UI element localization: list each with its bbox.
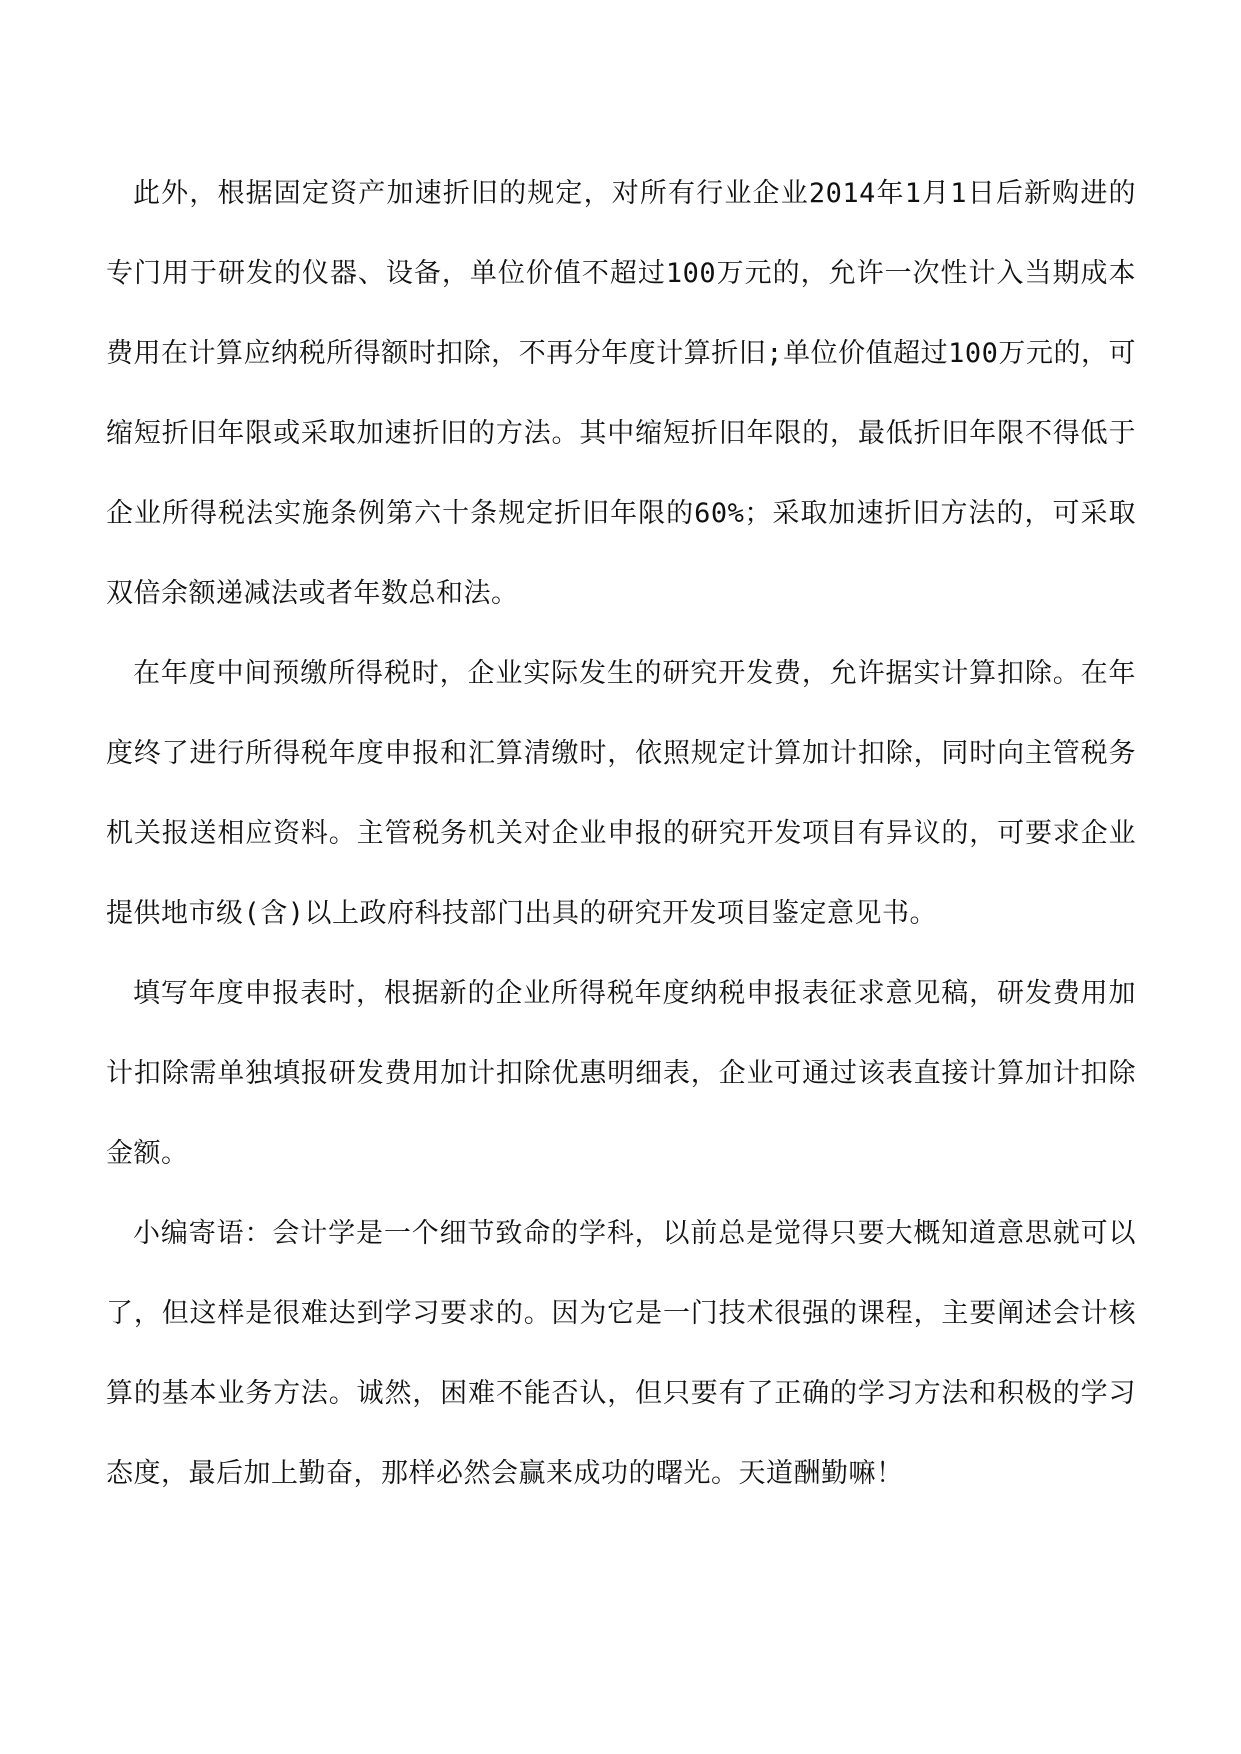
paragraph-annual-return: 填写年度申报表时，根据新的企业所得税年度纳税申报表征求意见稿，研发费用加计扣除需单独填报研发费用加计扣除优惠明细表，企业可通过该表直接计算加计扣除金额。: [106, 978, 1136, 1169]
paragraph-depreciation: 此外，根据固定资产加速折旧的规定，对所有行业企业2014年1月1日后新购进的专门用于研发的仪器、设备，单位价值不超过100万元的，允许一次性计入当期成本费用在计算应纳税所得额时扣除，不再分年度计算折旧;单位价值超过100万元的，可缩短折旧年限或采取加速折旧的方法。其中缩短折旧年限的，最低折旧年限不得低于企业所得税法实施条例第六十条规定折旧年限的60%；采取加速折旧方法的，可采取双倍余额递减法或者年数总和法。: [106, 178, 1136, 609]
paragraph-prepayment: 在年度中间预缴所得税时，企业实际发生的研究开发费，允许据实计算扣除。在年度终了进行所得税年度申报和汇算清缴时，依照规定计算加计扣除，同时向主管税务机关报送相应资料。主管税务机关对企业申报的研究开发项目有异议的，可要求企业提供地市级(含)以上政府科技部门出具的研究开发项目鉴定意见书。: [106, 658, 1136, 929]
paragraph-editor-note: 小编寄语：会计学是一个细节致命的学科，以前总是觉得只要大概知道意思就可以了，但这样是很难达到学习要求的。因为它是一门技术很强的课程，主要阐述会计核算的基本业务方法。诚然，困难不能否认，但只要有了正确的学习方法和积极的学习态度，最后加上勤奋，那样必然会赢来成功的曙光。天道酬勤嘛！: [106, 1218, 1136, 1489]
document-body: [106, 154, 1136, 1514]
